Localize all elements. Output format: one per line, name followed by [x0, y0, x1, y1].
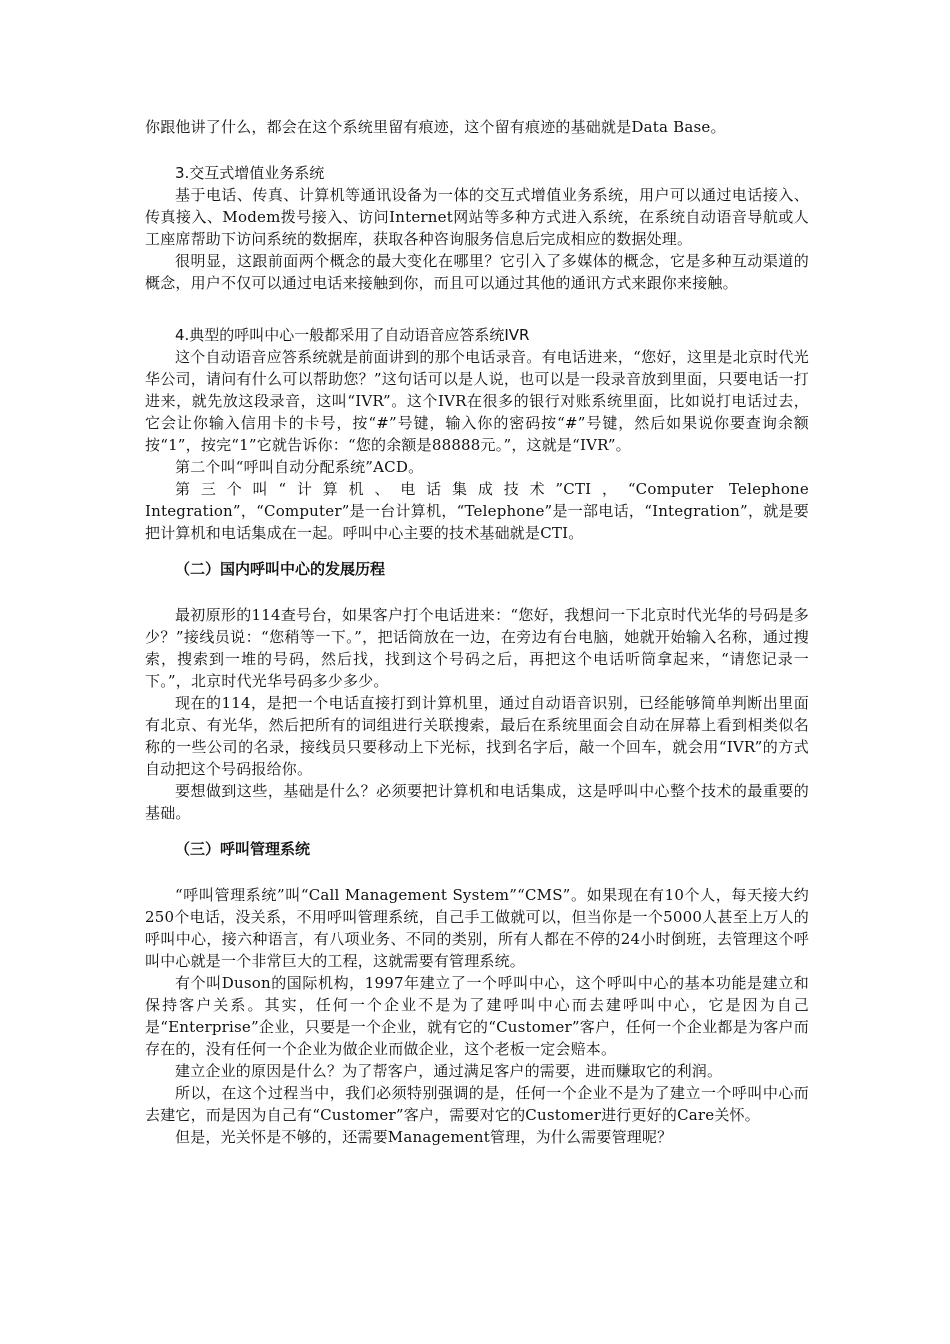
- paragraph-database: 你跟他讲了什么，都会在这个系统里留有痕迹，这个留有痕迹的基础就是Data Base。: [145, 118, 726, 136]
- paragraph-cti-foundation: 要想做到这些，基础是什么？必须要把计算机和电话集成，这是呼叫中心整个技术的最重要的基础。: [145, 782, 809, 822]
- heading-interactive-vas: 3.交互式增值业务系统: [175, 164, 325, 182]
- heading-ivr: 4.典型的呼叫中心一般都采用了自动语音应答系统IVR: [175, 326, 530, 344]
- paragraph-acd: 第二个叫“呼叫自动分配系统”ACD。: [175, 458, 424, 476]
- paragraph-customer-care: 所以，在这个过程当中，我们必须特别强调的是，任何一个企业不是为了建立一个呼叫中心而去建它，而是因为自己有“Customer”客户，需要对它的Customer进行更好的Care关怀。: [145, 1084, 809, 1124]
- heading-call-management: （三）呼叫管理系统: [175, 840, 311, 858]
- paragraph-multimedia-concept: 很明显，这跟前面两个概念的最大变化在哪里？它引入了多媒体的概念，它是多种互动渠道的概念，用户不仅可以通过电话来接触到你，而且可以通过其他的通讯方式来跟你来接触。: [145, 252, 809, 292]
- paragraph-114-early: 最初原形的114查号台，如果客户打个电话进来：“您好，我想问一下北京时代光华的号码是多少？”接线员说：“您稍等一下。”，把话筒放在一边，在旁边有台电脑，她就开始输入名称，通过搜索，搜索到一堆的号码，然后找，找到这个号码之后，再把这个电话听筒拿起来，“请您记录一下。”，北京时代光华号码多少多少。: [145, 606, 809, 690]
- spacer: [145, 860, 809, 884]
- spacer: [145, 544, 809, 558]
- spacer: [145, 824, 809, 838]
- spacer: [145, 138, 809, 162]
- heading-domestic-history: （二）国内呼叫中心的发展历程: [175, 560, 386, 578]
- document-page: [145, 116, 809, 1148]
- spacer: [145, 580, 809, 604]
- paragraph-ivr-explained: 这个自动语音应答系统就是前面讲到的那个电话录音。有电话进来，“您好，这里是北京时代光华公司，请问有什么可以帮助您？”这句话可以是人说，也可以是一段录音放到里面，只要电话一打进来，就先放这段录音，这叫“IVR”。这个IVR在很多的银行对账系统里面，比如说打电话过去，它会让你输入信用卡的卡号，按“#”号键，输入你的密码按“#”号键，然后如果说你要查询余额按“1”，按完“1”它就告诉你：“您的余额是88888元。”，这就是“IVR”。: [145, 348, 809, 454]
- paragraph-enterprise-reason: 建立企业的原因是什么？为了帮客户，通过满足客户的需要，进而赚取它的利润。: [175, 1062, 723, 1080]
- spacer: [145, 294, 809, 324]
- paragraph-cms: “呼叫管理系统”叫“Call Management System”“CMS”。如果现在有10个人，每天接大约250个电话，没关系，不用呼叫管理系统，自己手工做就可以，但当你是一个5000人甚至上万人的呼叫中心，接六种语言，有八项业务、不同的类别，所有人都在不停的24小时倒班，去管理这个呼叫中心就是一个非常巨大的工程，这就需要有管理系统。: [145, 886, 809, 970]
- paragraph-duson: 有个叫Duson的国际机构，1997年建立了一个呼叫中心，这个呼叫中心的基本功能是建立和保持客户关系。其实，任何一个企业不是为了建呼叫中心而去建呼叫中心，它是因为自己是“Enterprise”企业，只要是一个企业，就有它的“Customer”客户，任何一个企业都是为客户而存在的，没有任何一个企业为做企业而做企业，这个老板一定会赔本。: [145, 974, 809, 1058]
- paragraph-114-now: 现在的114，是把一个电话直接打到计算机里，通过自动语音识别，已经能够简单判断出里面有北京、有光华，然后把所有的词组进行关联搜索，最后在系统里面会自动在屏幕上看到相类似名称的一些公司的名录，接线员只要移动上下光标，找到名字后，敲一个回车，就会用“IVR”的方式自动把这个号码报给你。: [145, 694, 809, 778]
- paragraph-cti: 第三个叫“计算机、电话集成技术”CTI，“Computer Telephone Integration”，“Computer”是一台计算机，“Telephone”是一部电话，“Integration”，就是要把计算机和电话集成在一起。呼叫中心主要的技术基础就是CTI。: [145, 480, 809, 542]
- paragraph-management: 但是，光关怀是不够的，还需要Management管理，为什么需要管理呢？: [175, 1128, 673, 1146]
- paragraph-interactive-vas-def: 基于电话、传真、计算机等通讯设备为一体的交互式增值业务系统，用户可以通过电话接入、传真接入、Modem拨号接入、访问Internet网站等多种方式进入系统，在系统自动语音导航或人工座席帮助下访问系统的数据库，获取各种咨询服务信息后完成相应的数据处理。: [145, 186, 809, 248]
